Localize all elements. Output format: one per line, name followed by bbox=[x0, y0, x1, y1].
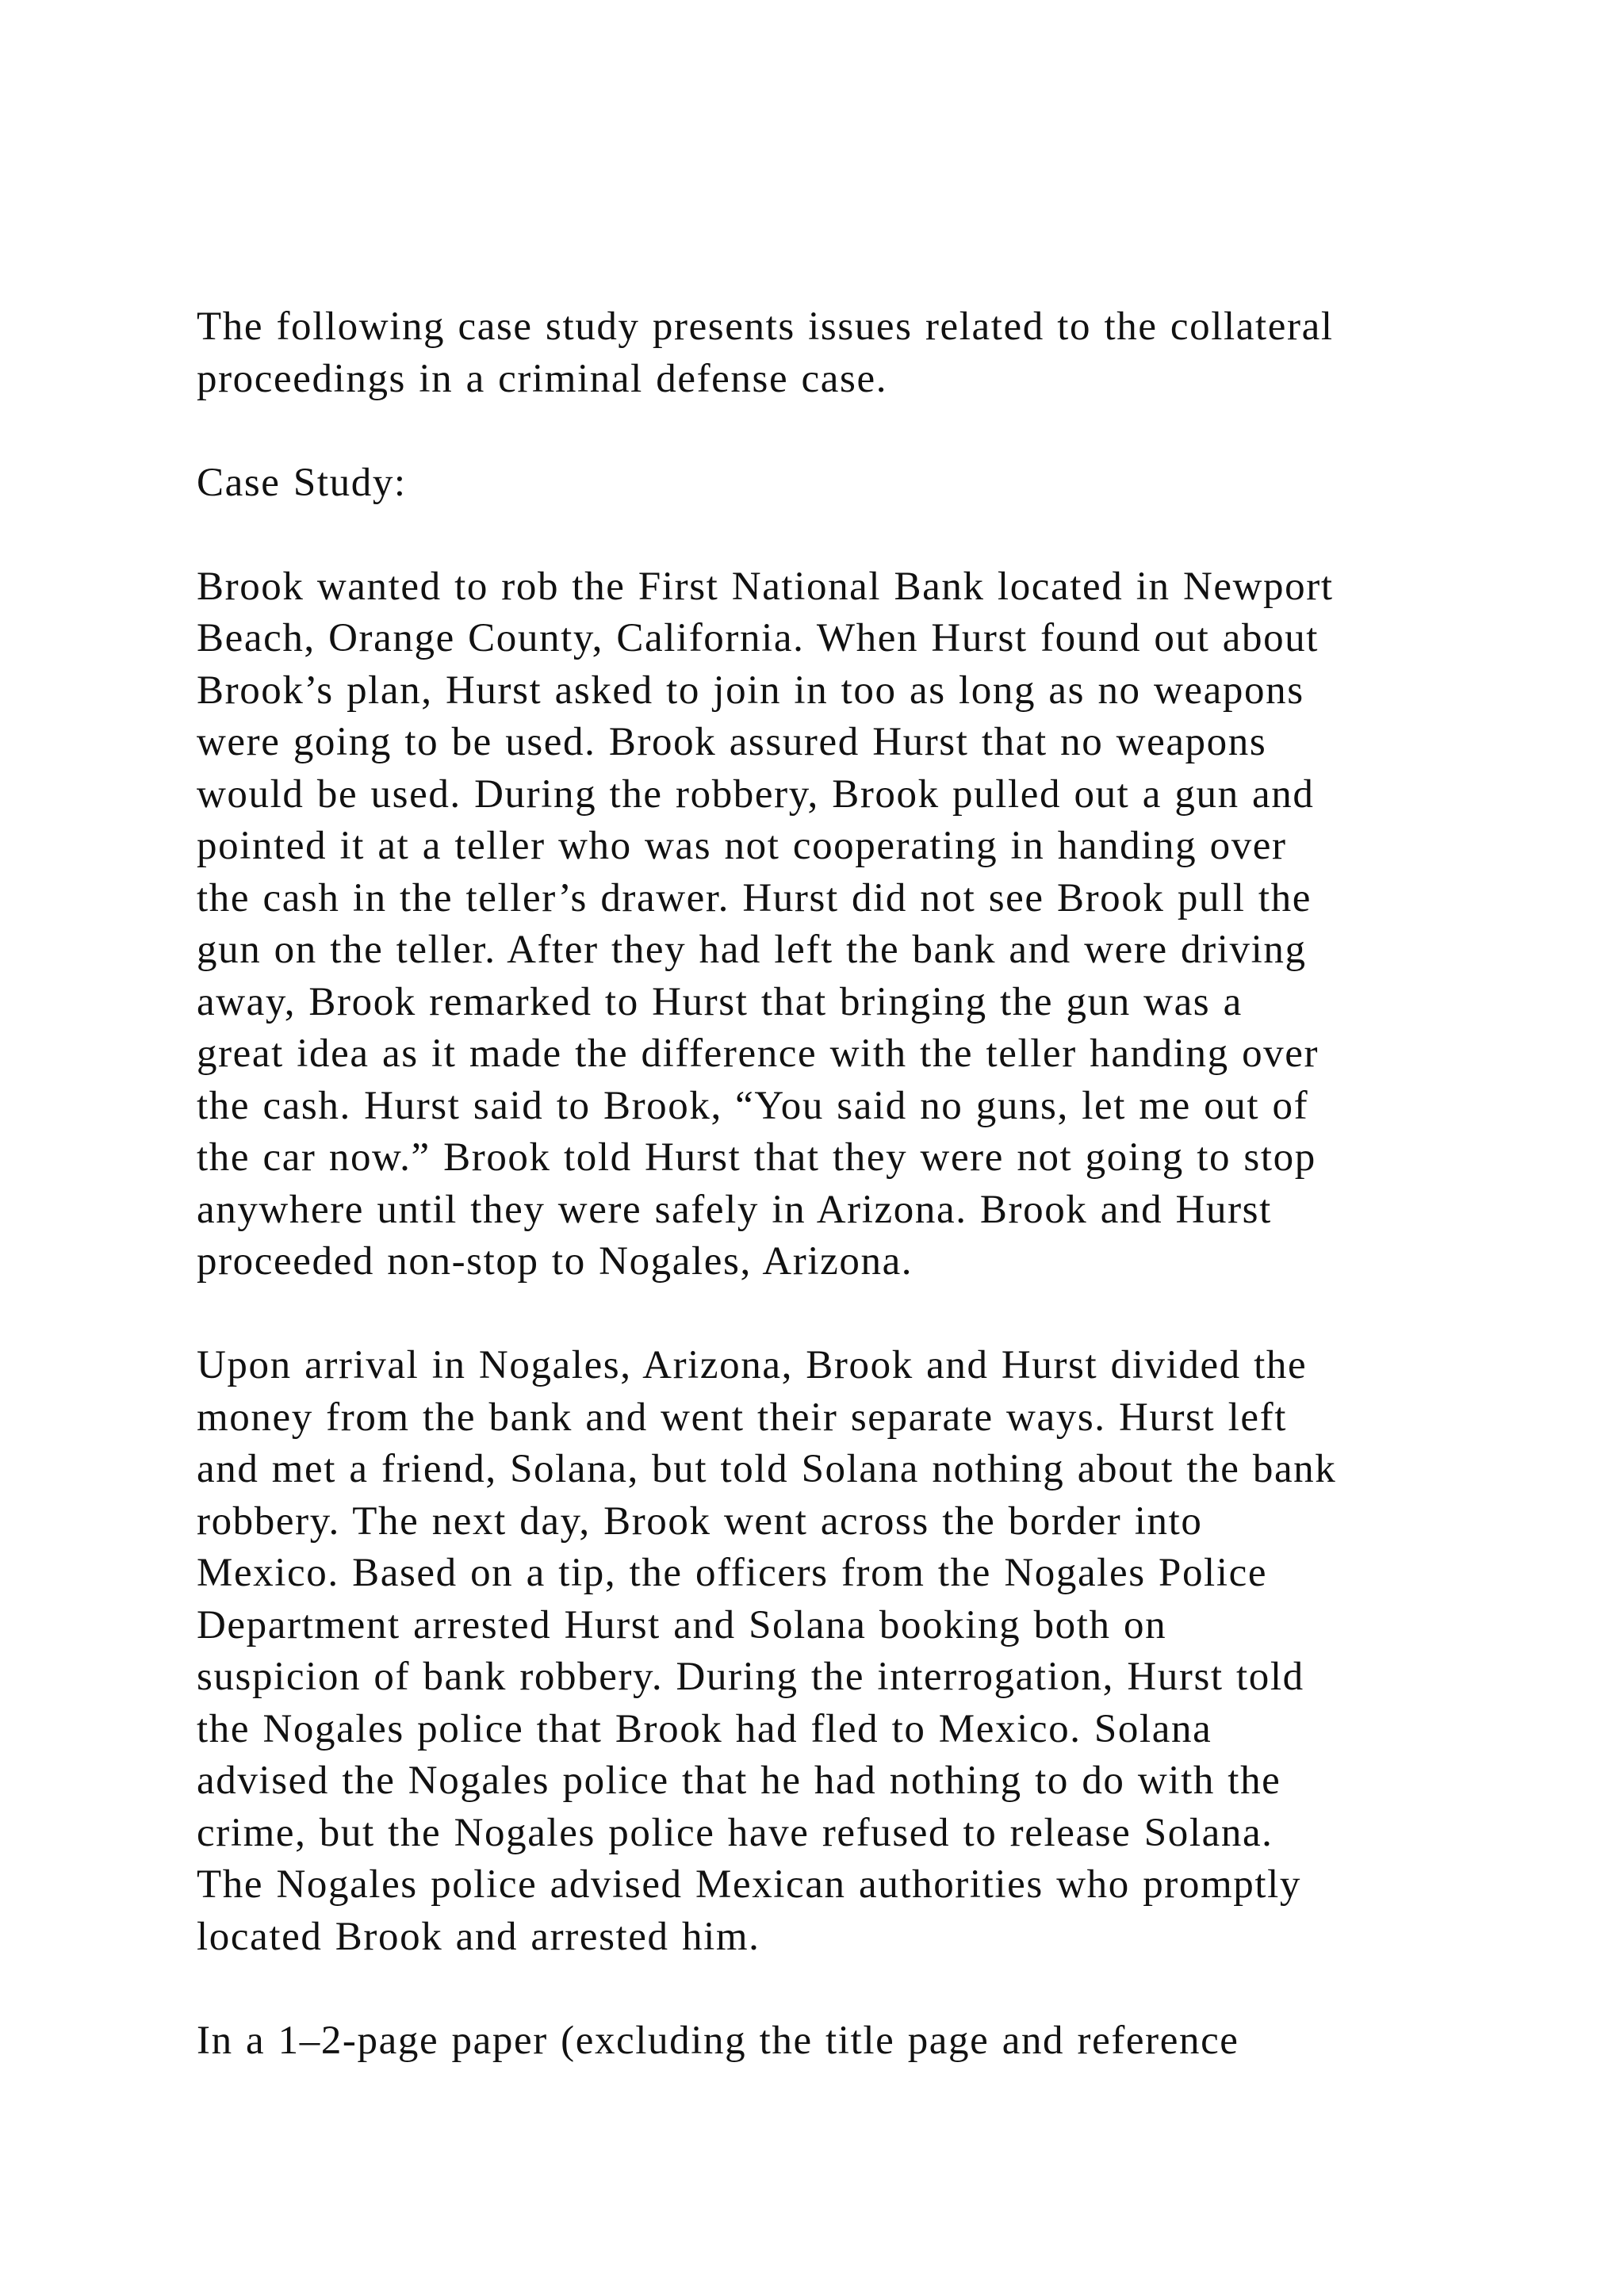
text-line: and met a friend, Solana, but told Solana nothing about the bank bbox=[197, 1447, 1337, 1491]
text-line: robbery. The next day, Brook went across the border into bbox=[197, 1498, 1203, 1544]
text-line: the Nogales police that Brook had fled to Mexico. Solana bbox=[197, 1706, 1212, 1751]
case-study-heading: Case Study: bbox=[197, 460, 407, 505]
text-line: pointed it at a teller who was not cooperating in handing over bbox=[197, 824, 1287, 868]
text-line: were going to be used. Brook assured Hurst that no weapons bbox=[197, 720, 1267, 764]
text-line: the cash. Hurst said to Brook, “You said no guns, let me out of bbox=[197, 1083, 1309, 1128]
text-line: Upon arrival in Nogales, Arizona, Brook and Hurst divided the bbox=[197, 1343, 1308, 1387]
text-line: In a 1–2-page paper (excluding the title page and reference bbox=[197, 2018, 1239, 2063]
text-line: the cash in the teller’s drawer. Hurst did not see Brook pull the bbox=[197, 875, 1312, 920]
text-line: gun on the teller. After they had left the bank and were driving bbox=[197, 928, 1307, 972]
text-line: proceedings in a criminal defense case. bbox=[197, 356, 888, 401]
paragraph-gap bbox=[197, 509, 1465, 561]
text-line: Brook’s plan, Hurst asked to join in too as long as no weapons bbox=[197, 668, 1304, 713]
intro-paragraph bbox=[197, 301, 1465, 405]
paragraph-assignment bbox=[197, 2015, 1465, 2068]
text-line: suspicion of bank robbery. During the interrogation, Hurst told bbox=[197, 1655, 1304, 1699]
text-line: away, Brook remarked to Hurst that bringing the gun was a bbox=[197, 979, 1243, 1024]
text-line: advised the Nogales police that he had nothing to do with the bbox=[197, 1758, 1281, 1803]
text-line: crime, but the Nogales police have refused to release Solana. bbox=[197, 1810, 1274, 1855]
text-line: The Nogales police advised Mexican authorities who promptly bbox=[197, 1862, 1301, 1907]
text-line: would be used. During the robbery, Brook pulled out a gun and bbox=[197, 771, 1315, 817]
text-line: Department arrested Hurst and Solana booking both on bbox=[197, 1602, 1167, 1647]
paragraph-gap bbox=[197, 405, 1465, 457]
paragraph-robbery bbox=[197, 561, 1465, 1288]
paragraph-gap bbox=[197, 1288, 1465, 1341]
text-line: the car now.” Brook told Hurst that they were not going to stop bbox=[197, 1135, 1316, 1180]
text-line: The following case study presents issues related to the collateral bbox=[197, 304, 1334, 349]
text-line: Beach, Orange County, California. When Hurst found out about bbox=[197, 616, 1320, 660]
text-line: Mexico. Based on a tip, the officers from the Nogales Police bbox=[197, 1551, 1268, 1595]
text-line: located Brook and arrested him. bbox=[197, 1914, 760, 1959]
document-body bbox=[197, 301, 1465, 2067]
text-line: money from the bank and went their separate ways. Hurst left bbox=[197, 1395, 1288, 1440]
text-line: great idea as it made the difference with the teller handing over bbox=[197, 1031, 1320, 1076]
paragraph-arrest bbox=[197, 1340, 1465, 1963]
text-line: Brook wanted to rob the First National Bank located in Newport bbox=[197, 564, 1334, 609]
text-line: anywhere until they were safely in Arizona. Brook and Hurst bbox=[197, 1187, 1272, 1232]
paragraph-gap bbox=[197, 1963, 1465, 2015]
text-line: proceeded non-stop to Nogales, Arizona. bbox=[197, 1239, 914, 1284]
